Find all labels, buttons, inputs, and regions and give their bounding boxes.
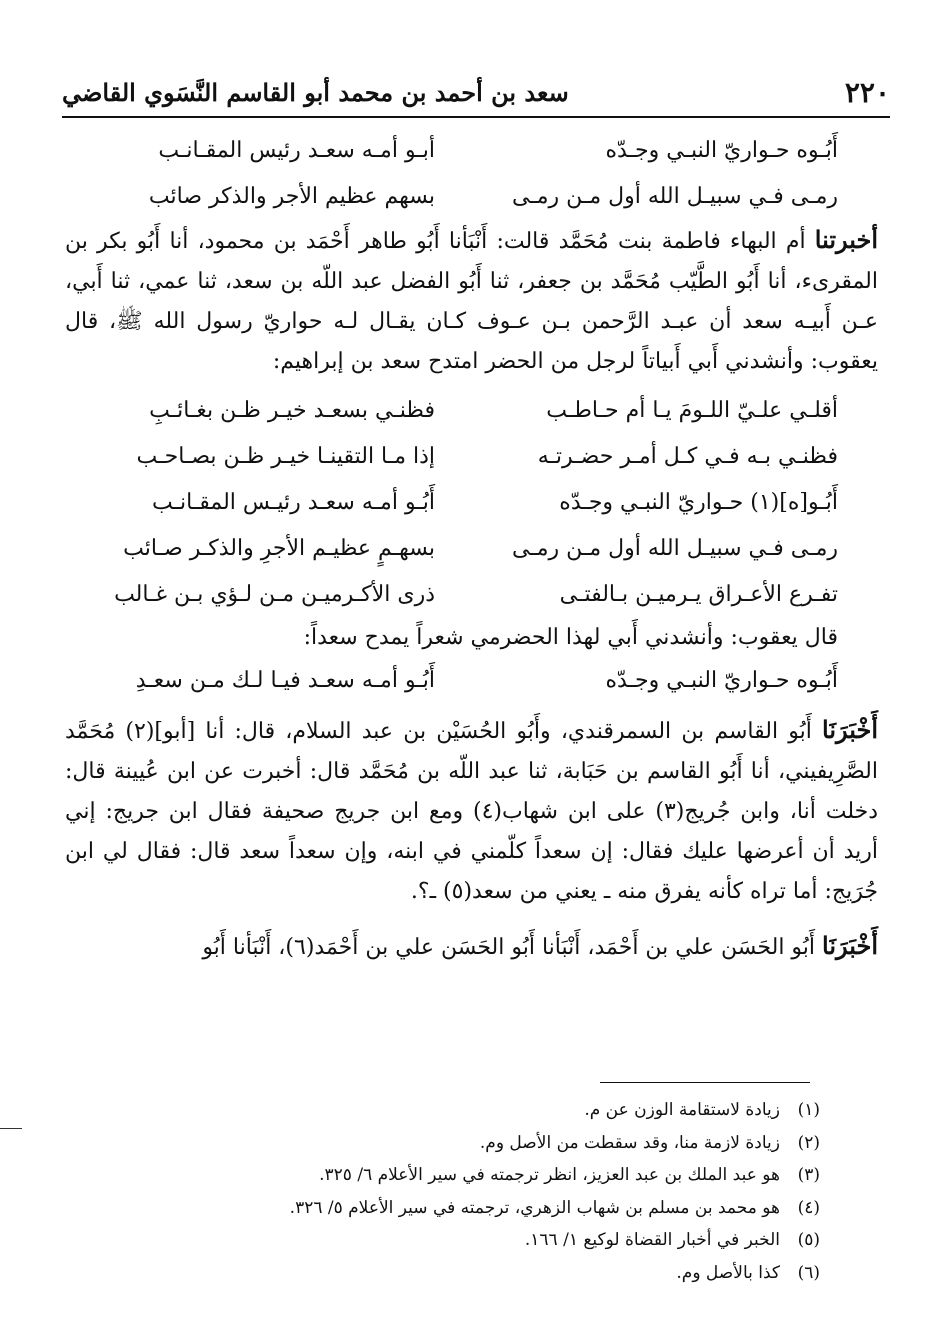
verse-line: [105, 434, 838, 480]
verse-hemistich-second: أبـو أمـه سعـد رئيس المقـانـب: [158, 138, 435, 163]
paragraph-text: أَبُو الحَسَن علي بن أَحْمَد، أَنْبَأنا أَبُو الحَسَن علي بن أَحْمَد(٦)، أَنْبَأنا أَبُو: [202, 935, 823, 960]
paragraph-lead-word: أخبرتنا: [814, 225, 878, 254]
verse-line: [105, 480, 838, 526]
footnote-number: (١): [797, 1100, 820, 1120]
verse-line: [105, 388, 838, 434]
paragraph-text: أم البهاء فاطمة بنت مُحَمَّد قالت: أَنْبَأنا أَبُو طاهر أَحْمَد بن محمود، أنا أَبُو بكر بن المقرىء، أنا أَبُو الطَّيّب مُحَمَّد بن جعفر، ثنا أَبُو الفضل عبد اللّه بن سعد، ثنا عمي، ثنا أَبي، عـن أَبيـه سعد أن عبـد الرَّحمن بـن عـوف كـان يقـال لـه حواريّ رسول الله ﷺ، قال يعقوب: وأنشدني أَبي أَبياتاً لرجل من الحضر امتدح سعد بن إبراهيم:: [65, 229, 878, 374]
paragraph-text: قال يعقوب: وأنشدني أَبي لهذا الحضرمي شعراً يمدح سعداً:: [303, 625, 838, 650]
footnote-item: [120, 1094, 820, 1127]
verse-line: [105, 128, 838, 174]
verse-hemistich-first: أَبُـوه حـواريّ النبـي وجـدّه: [605, 668, 838, 693]
footnotes: [120, 1094, 820, 1289]
main-text: [65, 128, 878, 968]
verse-hemistich-second: فظنـي بسعـد خيـر ظـن بغـائـبِ: [149, 398, 435, 423]
verse-hemistich-first: تفـرع الأعـراق يـرميـن بـالفتـى: [559, 582, 838, 607]
paragraph-lead-word: أَخْبَرَنَا: [822, 715, 878, 744]
footnote-text: هو عبد الملك بن عبد العزيز، انظر ترجمته في سير الأعلام ٦/ ٣٢٥.: [319, 1165, 780, 1185]
verse-hemistich-first: أَبُـو[ه](١) حـواريّ النبـي وجـدّه: [559, 490, 838, 515]
verse-hemistich-second: ذرى الأكـرميـن مـن لـؤي بـن غـالب: [114, 582, 435, 607]
footnote-item: [120, 1224, 820, 1257]
verse-hemistich-first: فظنـي بـه فـي كـل أمـر حضـرتـه: [537, 444, 838, 469]
verse-hemistich-second: أَبُـو أمـه سعـد رئيـس المقـانـب: [151, 490, 435, 515]
footnote-text: هو محمد بن مسلم بن شهاب الزهري، ترجمته في سير الأعلام ٥/ ٣٢٦.: [289, 1197, 780, 1218]
footnote-item: [120, 1192, 820, 1225]
scan-margin-mark: [0, 1128, 22, 1129]
footnote-number: (٣): [797, 1165, 820, 1185]
paragraph-text: أَبُو القاسم بن السمرقندي، وأَبُو الحُسَيْن بن عبد السلام، قال: أنا [أبو](٢) مُحَمَّد الصَّرِيفيني، أنا أَبُو القاسم بن حَبَابة، ثنا عبد اللّه بن مُحَمَّد قال: أخبرت عن ابن عُيينة قال: دخلت أنا، وابن جُريج(٣) على ابن شهاب(٤) ومع ابن جريج صحيفة فقال ابن جريج: إني أريد أن أعرضها عليك فقال: إن سعداً كلّمني في ابنه، وإن سعداً سعد قال: فقال لي ابن جُرَيج: أما تراه كأنه يفرق منه ـ يعني من سعد(٥) ـ؟.: [65, 719, 878, 904]
verse-line: [105, 174, 838, 220]
footnote-number: (٥): [797, 1230, 820, 1250]
verse-line: [105, 658, 838, 704]
paragraph-narration-2: [65, 618, 878, 658]
verse-hemistich-second: بسهم عظيم الأجر والذكر صائب: [148, 184, 435, 209]
footnote-number: (٦): [797, 1262, 820, 1283]
paragraph-lead-word: أَخْبَرَنَا: [822, 931, 878, 960]
verse-hemistich-first: أقلـي علـيّ اللـومَ يـا أم حـاطـب: [546, 398, 838, 423]
paragraph-narration-4: [65, 926, 878, 968]
verse-line: [105, 526, 838, 572]
verse-hemistich-second: بسهـمٍ عظيـم الأجرِ والذكـر صـائب: [123, 536, 435, 561]
page-header: [62, 70, 890, 118]
footnote-divider: [600, 1082, 810, 1083]
footnote-number: (٤): [797, 1197, 820, 1218]
verse-line: [105, 572, 838, 618]
footnote-text: زيادة لاستقامة الوزن عن م.: [584, 1100, 780, 1120]
paragraph-narration-1: [65, 220, 878, 382]
poem-top: [65, 128, 878, 220]
poem-middle: [65, 388, 878, 618]
verse-hemistich-first: رمـى فـي سبيـل الله أول مـن رمـى: [511, 536, 838, 561]
footnote-item: [120, 1257, 820, 1290]
verse-hemistich-first: أَبُـوه حـواريّ النبـي وجـدّه: [605, 138, 838, 163]
footnote-text: زيادة لازمة منا، وقد سقطت من الأصل وم.: [479, 1132, 780, 1153]
footnote-item: [120, 1159, 820, 1192]
verse-hemistich-second: إذا مـا التقينـا خيـر ظـن بصـاحـب: [136, 444, 435, 469]
footnote-text: كذا بالأصل وم.: [676, 1262, 780, 1283]
footnote-number: (٢): [797, 1132, 820, 1153]
verse-hemistich-first: رمـى فـي سبيـل الله أول مـن رمـى: [511, 184, 838, 209]
running-title: سعد بن أحمد بن محمد أبو القاسم النَّسَوي القاضي: [62, 78, 569, 107]
paragraph-narration-3: [65, 710, 878, 912]
poem-end: [65, 658, 878, 704]
page-number: ٢٢٠: [844, 76, 890, 109]
footnote-item: [120, 1127, 820, 1160]
footnote-text: الخبر في أخبار القضاة لوكيع ١/ ١٦٦.: [524, 1230, 780, 1250]
verse-hemistich-second: أَبُـو أمـه سعـد فيـا لـك مـن سعـدِ: [135, 668, 435, 693]
